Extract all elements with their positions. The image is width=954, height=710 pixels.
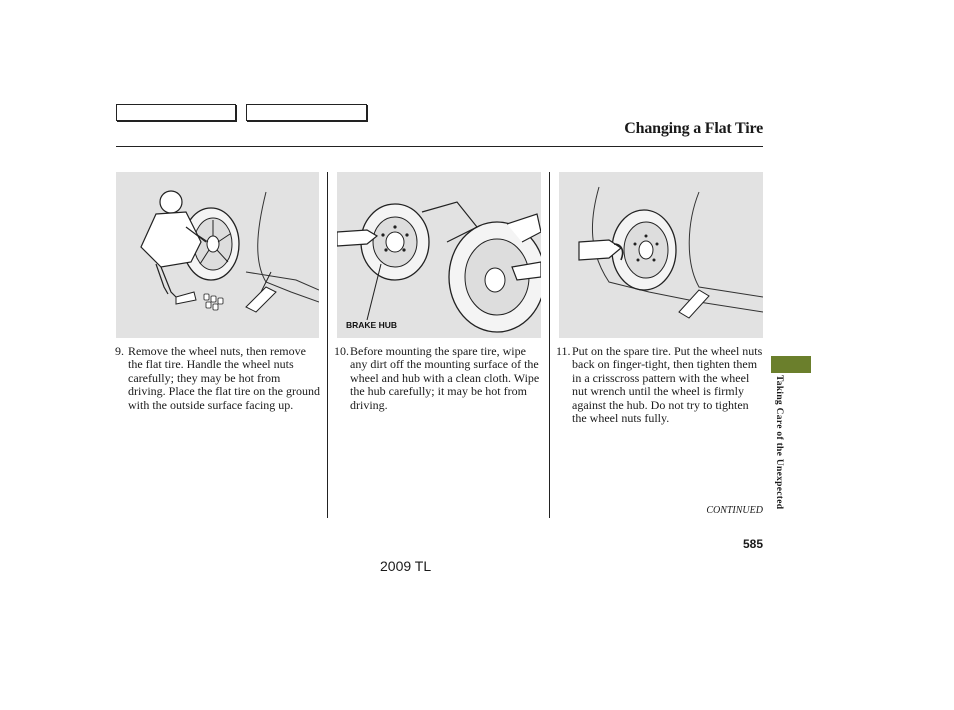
step-number: 9. [115,344,124,358]
step-number: 11. [556,344,571,358]
figure-brake-hub [337,172,541,338]
page-title: Changing a Flat Tire [624,120,763,137]
step-text: Before mounting the spare tire, wipe any dirt off the mounting surface of the wheel and hub with a clean cloth. Wipe the hub carefully; it may be hot from driving. [350,344,540,412]
section-tab [771,356,811,373]
remove-tire-illustration [116,172,319,338]
step-text: Put on the spare tire. Put the wheel nuts back on finger-tight, then tighten them in a crisscross pattern with the wheel nut wrench until the wheel is firmly against the hub. Do not try to tighten the wheel nuts fully. [572,344,763,426]
brake-hub-label: BRAKE HUB [346,320,397,330]
section-side-label: Taking Care of the Unexpected [774,375,784,510]
mount-spare-illustration [559,172,763,338]
continued-note: CONTINUED [706,505,763,516]
step-text: Remove the wheel nuts, then remove the flat tire. Handle the wheel nuts carefully; they may be hot from driving. Place the flat tire on the ground with the outside surface facing up. [128,344,320,412]
column-divider [327,172,328,518]
brake-hub-illustration [337,172,541,338]
column-divider [549,172,550,518]
figure-remove-tire [116,172,319,338]
title-rule [116,146,763,147]
page-number: 585 [742,537,763,551]
footer-model: 2009 TL [380,558,432,574]
nav-box-next[interactable] [246,104,367,121]
step-number: 10. [334,344,349,358]
nav-box-previous[interactable] [116,104,236,121]
section-side-title [770,375,786,535]
figure-mount-spare [559,172,763,338]
